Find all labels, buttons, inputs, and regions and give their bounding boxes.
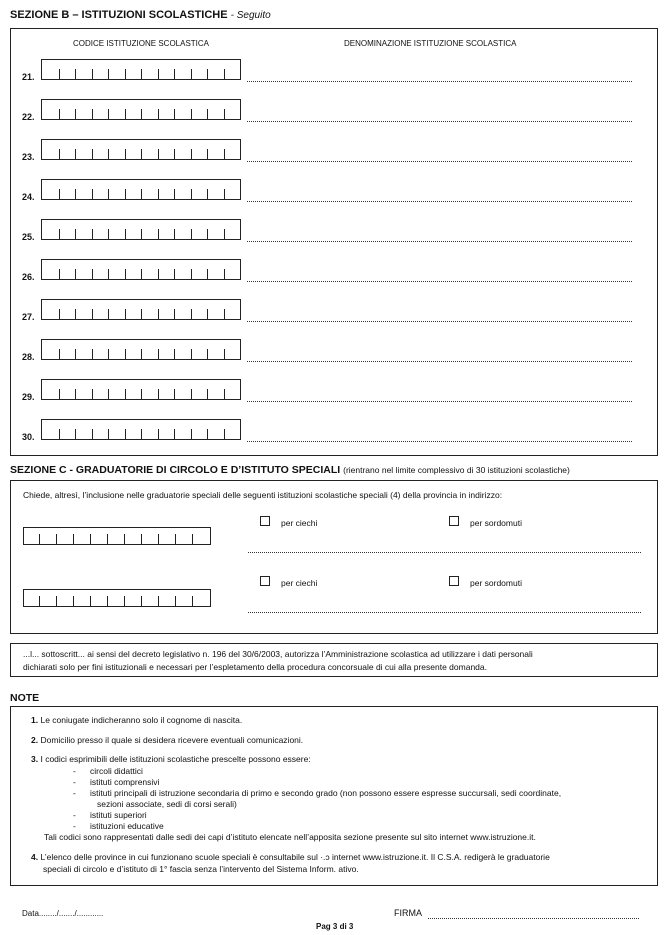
label-deaf-1: per sordomuti xyxy=(470,518,522,528)
section-b-table xyxy=(10,28,658,456)
note-3-item-2-text: istituti comprensivi xyxy=(90,777,160,787)
school-name-line[interactable] xyxy=(247,440,632,442)
special-school-code-field-2[interactable] xyxy=(23,589,211,607)
note-3-item-4-text: istituti superiori xyxy=(90,810,147,820)
note-3-item-1-text: circoli didattici xyxy=(90,766,143,776)
school-name-line[interactable] xyxy=(247,160,632,162)
note-3-item-3: - istituti principali di istruzione secondaria di primo e secondo grado (non possono essere espresse succursali, sedi coordinate, xyxy=(73,788,562,798)
note-3-item-2: - istituti comprensivi xyxy=(73,777,160,787)
section-c-intro: Chiede, altresì, l’inclusione nelle graduatorie speciali delle seguenti istituzioni scolastiche speciali (4) della provincia in indirizzo: xyxy=(23,490,503,500)
school-name-line[interactable] xyxy=(247,320,632,322)
school-name-line[interactable] xyxy=(247,200,632,202)
row-number: 24. xyxy=(22,192,35,202)
school-name-line[interactable] xyxy=(247,360,632,362)
row-number: 21. xyxy=(22,72,35,82)
note-3-item-3-cont: sezioni associate, sedi di corsi serali) xyxy=(97,799,237,809)
note-2: 2. Domicilio presso il quale si desidera ricevere eventuali comunicazioni. xyxy=(31,735,304,745)
note-2-text: Domicilio presso il quale si desidera ricevere eventuali comunicazioni. xyxy=(40,735,304,745)
section-b-header xyxy=(10,9,271,21)
school-code-field[interactable] xyxy=(41,139,241,160)
school-code-field[interactable] xyxy=(41,99,241,120)
date-field[interactable]: Data......../......./............ xyxy=(22,909,104,918)
privacy-line-2: dichiarati solo per fini istituzionali e necessari per l’espletamento della procedura concorsuale di cui alla presente domanda. xyxy=(23,662,487,672)
school-code-field[interactable] xyxy=(41,299,241,320)
section-c-header xyxy=(10,464,570,476)
school-name-line[interactable] xyxy=(247,240,632,242)
section-c-title: SEZIONE C - GRADUATORIE DI CIRCOLO E D’ISTITUTO SPECIALI xyxy=(10,464,341,476)
row-number: 23. xyxy=(22,152,35,162)
label-deaf-2: per sordomuti xyxy=(470,578,522,588)
checkbox-blind-1[interactable] xyxy=(260,516,270,526)
school-row xyxy=(11,339,657,369)
note-3-item-4: - istituti superiori xyxy=(73,810,147,820)
checkbox-blind-2[interactable] xyxy=(260,576,270,586)
school-row xyxy=(11,259,657,289)
note-3-item-3-text: istituti principali di istruzione secondaria di primo e secondo grado (non possono essere espresse succursali, sedi coordinate, xyxy=(90,788,562,798)
note-4: 4. L’elenco delle province in cui funzionano scuole speciali è consultabile sul ·.ɔ internet www.istruzione.it. Il C.S.A. redigerà le graduatorie xyxy=(31,852,550,862)
label-blind-1: per ciechi xyxy=(281,518,318,528)
row-number: 22. xyxy=(22,112,35,122)
school-row xyxy=(11,179,657,209)
school-row xyxy=(11,59,657,89)
school-row xyxy=(11,219,657,249)
school-row xyxy=(11,99,657,129)
school-name-line[interactable] xyxy=(247,120,632,122)
school-code-field[interactable] xyxy=(41,59,241,80)
special-school-name-line-2[interactable] xyxy=(248,611,641,613)
school-code-field[interactable] xyxy=(41,179,241,200)
section-c-note: (rientrano nel limite complessivo di 30 istituzioni scolastiche) xyxy=(343,465,570,475)
school-row xyxy=(11,139,657,169)
note-4-line-1: L’elenco delle province in cui funzionano scuole speciali è consultabile sul ·.ɔ internet www.istruzione.it. Il C.S.A. redigerà le graduatorie xyxy=(40,852,550,862)
school-row xyxy=(11,379,657,409)
page-number: Pag 3 di 3 xyxy=(316,922,354,931)
note-3-text: I codici esprimibili delle istituzioni scolastiche prescelte possono essere: xyxy=(40,754,311,764)
school-code-field[interactable] xyxy=(41,339,241,360)
notes-box xyxy=(10,706,658,886)
section-b-subtitle: - Seguito xyxy=(230,10,271,21)
school-code-field[interactable] xyxy=(41,219,241,240)
special-school-code-field-1[interactable] xyxy=(23,527,211,545)
school-name-line[interactable] xyxy=(247,280,632,282)
notes-title: NOTE xyxy=(10,692,40,704)
column-header-code: CODICE ISTITUZIONE SCOLASTICA xyxy=(73,39,210,48)
signature-label: FIRMA xyxy=(394,908,422,918)
school-name-line[interactable] xyxy=(247,80,632,82)
checkbox-deaf-1[interactable] xyxy=(449,516,459,526)
school-row xyxy=(11,299,657,329)
special-school-name-line-1[interactable] xyxy=(248,551,641,553)
signature-line[interactable] xyxy=(428,917,639,919)
school-code-field[interactable] xyxy=(41,419,241,440)
row-number: 29. xyxy=(22,392,35,402)
label-blind-2: per ciechi xyxy=(281,578,318,588)
note-1-text: Le coniugate indicheranno solo il cognome di nascita. xyxy=(40,715,243,725)
note-3-footer: Tali codici sono rappresentati dalle sedi dei capi d’istituto elencate nell’apposita sezione presente sul sito internet www.istruzione.it. xyxy=(44,832,536,842)
note-3-item-5: - istituzioni educative xyxy=(73,821,164,831)
note-1: 1. Le coniugate indicheranno solo il cognome di nascita. xyxy=(31,715,243,725)
school-code-field[interactable] xyxy=(41,379,241,400)
row-number: 27. xyxy=(22,312,35,322)
row-number: 25. xyxy=(22,232,35,242)
note-3-item-5-text: istituzioni educative xyxy=(90,821,164,831)
checkbox-deaf-2[interactable] xyxy=(449,576,459,586)
privacy-line-1: ...l... sottoscritt... ai sensi del decreto legislativo n. 196 del 30/6/2003, autorizza l’Amministrazione scolastica ad utilizzare i dati personali xyxy=(23,649,533,659)
section-b-title: SEZIONE B – ISTITUZIONI SCOLASTICHE xyxy=(10,9,228,21)
note-3-item-1: - circoli didattici xyxy=(73,766,143,776)
row-number: 26. xyxy=(22,272,35,282)
school-code-field[interactable] xyxy=(41,259,241,280)
note-3: 3. I codici esprimibili delle istituzioni scolastiche prescelte possono essere: xyxy=(31,754,311,764)
note-4-line-2: speciali di circolo e d’istituto di 1° fascia senza l’intervento del Sistema Inform. ativo. xyxy=(43,864,359,874)
privacy-box xyxy=(10,643,658,677)
school-name-line[interactable] xyxy=(247,400,632,402)
school-row xyxy=(11,419,657,449)
column-header-name: DENOMINAZIONE ISTITUZIONE SCOLASTICA xyxy=(344,39,517,48)
section-c-box xyxy=(10,480,658,634)
row-number: 28. xyxy=(22,352,35,362)
row-number: 30. xyxy=(22,432,35,442)
